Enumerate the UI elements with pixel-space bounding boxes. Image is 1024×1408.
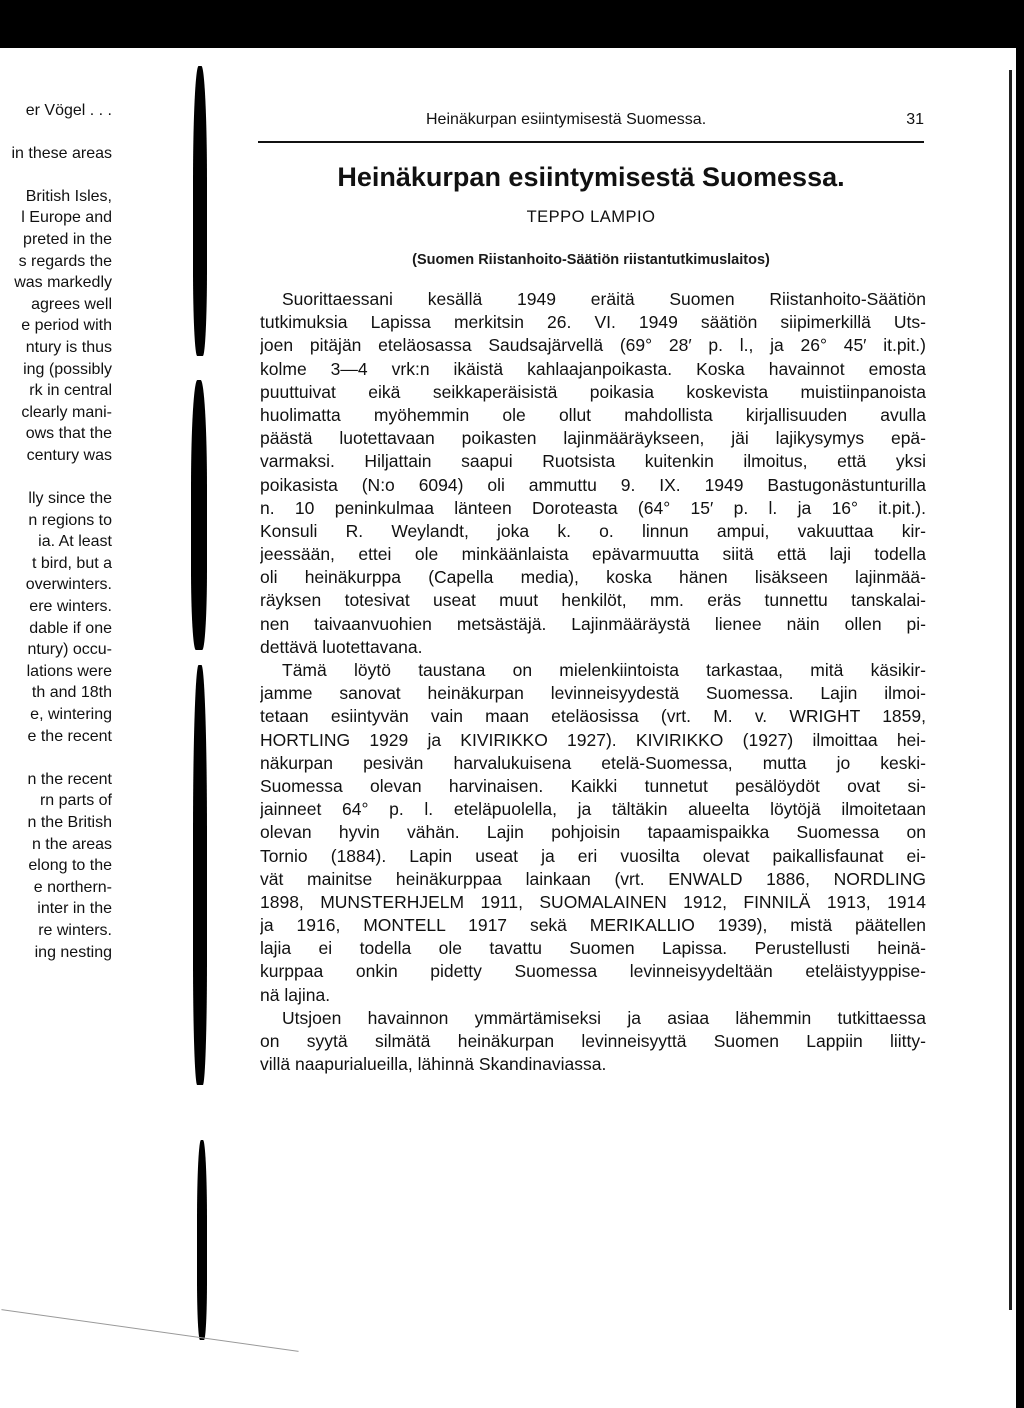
left-page-line: l Europe and [21,209,112,227]
body-line: lajia ei todella ole tavattu Suomen Lapissa. Perustellusti heinä- [260,938,926,959]
left-page-line: e northern- [33,878,112,896]
body-line: dettävä luotettavana. [260,636,423,657]
body-line: jamme sanovat heinäkurpan levinneisyydestä Suomessa. Lajin ilmoi- [260,683,926,704]
running-title: Heinäkurpan esiintymisestä Suomessa. [426,111,707,128]
body-line: päästä luotettavaan poikasten lajinmääräykseen, jäi lajikysymys epä- [260,428,926,449]
body-line: on syytä silmätä heinäkurpan levinneisyyttä Suomen Lappiin liitty- [260,1031,926,1051]
left-page-line: e the recent [27,727,112,745]
page-fold-line [1,1309,298,1352]
body-line: räyksen totesivat useat muut henkilöt, mm. eräs tunnettu tanskalai- [260,590,926,611]
binding-shadow-mid [191,380,207,650]
left-page-line: clearly mani- [21,403,112,421]
body-line: Tämä löytö taustana on mielenkiintoista tarkastaa, mitä käsikir- [282,660,926,680]
left-page-line: agrees well [31,295,112,313]
left-page-line: ing (possibly [23,360,112,378]
left-page-line [0,164,130,186]
left-page-line: ere winters. [29,598,112,616]
left-page-line: re winters. [38,921,112,939]
body-line: Utsjoen havainnon ymmärtämiseksi ja asiaa lähemmin tutkittaessa [282,1007,926,1028]
left-page-line: e period with [21,317,112,335]
body-line: Suomessa olevan harvinaisen. Kaikki tunnetut pesälöydöt ovat si- [260,775,926,796]
left-page-line: t bird, but a [31,554,112,572]
left-page-line: rn parts of [39,792,112,810]
body-line: huolimatta myöhemmin ole ollut mahdollista kirjallisuuden avulla [260,404,926,425]
binding-shadow-lower [193,665,207,1085]
left-page-line: n the areas [31,835,112,853]
left-page-line: n the recent [27,770,112,788]
body-line: kolme 3—4 vrk:n ikäistä kahlaajanpoikasta. Koska havainnot emosta [260,358,926,379]
left-page-line: ing nesting [34,943,112,961]
body-line: Tornio (1884). Lapin useat ja eri vuosilta olevat paikallisfaunat ei- [260,845,926,866]
left-page-line [0,467,130,489]
body-line: 1898, MUNSTERHJELM 1911, SUOMALAINEN 1912, FINNILÄ 1913, 1914 [260,891,926,912]
body-line: HORTLING 1929 ja KIVIRIKKO 1927). KIVIRIKKO (1927) ilmoittaa hei- [260,729,926,750]
left-page-line: th and 18th [31,684,112,702]
body-line: olevan hyvin vähän. Lajin pohjoisin tapaamispaikka Suomessa on [260,822,926,843]
left-page-line: lly since the [28,490,112,508]
article-body [260,288,926,1076]
body-line: vät mainitse heinäkurppaa lainkaan (vrt. ENWALD 1886, NORDLING [260,868,926,889]
body-line: n. 10 peninkulmaa länteen Doroteasta (64° 15′ p. l. ja 16° it.pit.). [260,497,926,518]
left-page-line: ntury) occu- [27,641,112,659]
left-page-line: elong to the [28,857,112,875]
body-line: ja 1916, MONTELL 1917 sekä MERIKALLIO 1939), mistä päätellen [260,915,926,936]
header-rule [258,141,924,143]
binding-shadow-top [193,66,207,356]
body-line: nen taivaanvuohien metsästäjä. Lajinmääräystä lienee näin ollen pi- [260,613,926,634]
left-page-line: preted in the [23,230,112,248]
left-page-line: ntury is thus [25,338,112,356]
left-page-line: n regions to [28,511,112,529]
scan-top-border [0,0,1024,48]
running-header [258,108,924,134]
left-page-line: ia. At least [38,533,112,551]
body-line: jeessään, ettei ole minkäänlaista epävarmuutta siitä että laji todella [260,544,926,565]
left-page-line: rk in central [29,382,112,400]
article-title: Heinäkurpan esiintymisestä Suomessa. [337,162,845,192]
body-line: tutkimuksia Lapissa merkitsin 26. VI. 1949 säätiön siipimerkillä Uts- [260,312,926,333]
body-line: villä naapurialueilla, lähinnä Skandinaviassa. [260,1054,607,1075]
article-author: TEPPO LAMPIO [526,208,656,226]
body-line: oli heinäkurppa (Capella media), koska hänen lisäkseen lajinmää- [260,567,926,588]
left-page-header: er Vögel . . . [25,102,112,119]
body-line: jainneet 64° p. l. eteläpuolella, ja tältäkin alueelta löytöjä ilmoitetaan [260,799,926,820]
left-page-line: century was [26,446,112,464]
left-page-line [0,747,130,769]
left-page-line: ows that the [25,425,112,443]
scan-right-border [1016,48,1024,1408]
scan-right-shadow [1009,70,1012,1310]
left-page-line: overwinters. [25,576,112,594]
article-institute: (Suomen Riistanhoito-Säätiön riistantutkimuslaitos) [412,252,770,268]
body-line: poikasista (N:o 6094) oli ammuttu 9. IX. 1949 Bastugonästunturilla [260,474,926,495]
body-line: puuttuivat eikä seikkaperäisistä poikasia koskevista muistiinpanoista [260,381,926,402]
left-page-line: was markedly [14,274,112,292]
left-page-column [0,100,130,963]
left-page-line: e, wintering [30,706,112,724]
left-page-line: inter in the [37,900,112,918]
left-page-line: in these areas [11,144,112,162]
page-number: 31 [906,111,924,128]
left-page-line: dable if one [29,619,112,637]
body-line: kurppaa onkin pidetty Suomessa levinneisyydeltään eteläistyyppise- [260,961,926,982]
body-line: tetaan esiintyvän vain maan eteläosissa (vrt. M. v. WRIGHT 1859, [260,706,926,727]
binding-shadow-bottom [197,1140,207,1340]
left-page-line: n the British [27,814,112,831]
left-page-line: British Isles, [25,187,112,205]
left-page-line: s regards the [18,252,112,270]
body-line: joen pitäjän eteläosassa Saudsajärvellä (69° 28′ p. l., ja 26° 45′ it.pit.) [260,335,926,356]
left-page-line: lations were [26,662,112,680]
body-line: nä lajina. [260,984,331,1005]
body-line: Konsuli R. Weylandt, joka k. o. linnun ampui, vakuuttaa kir- [260,520,926,541]
body-line: varmaksi. Hiljattain saapui Ruotsista kuitenkin ilmoitus, että yksi [260,451,926,472]
body-line: Suorittaessani kesällä 1949 eräitä Suomen Riistanhoito-Säätiön [282,289,926,309]
body-line: näkurpan pesivän harvalukuisena etelä-Suomessa, mutta jo keski- [260,752,926,773]
